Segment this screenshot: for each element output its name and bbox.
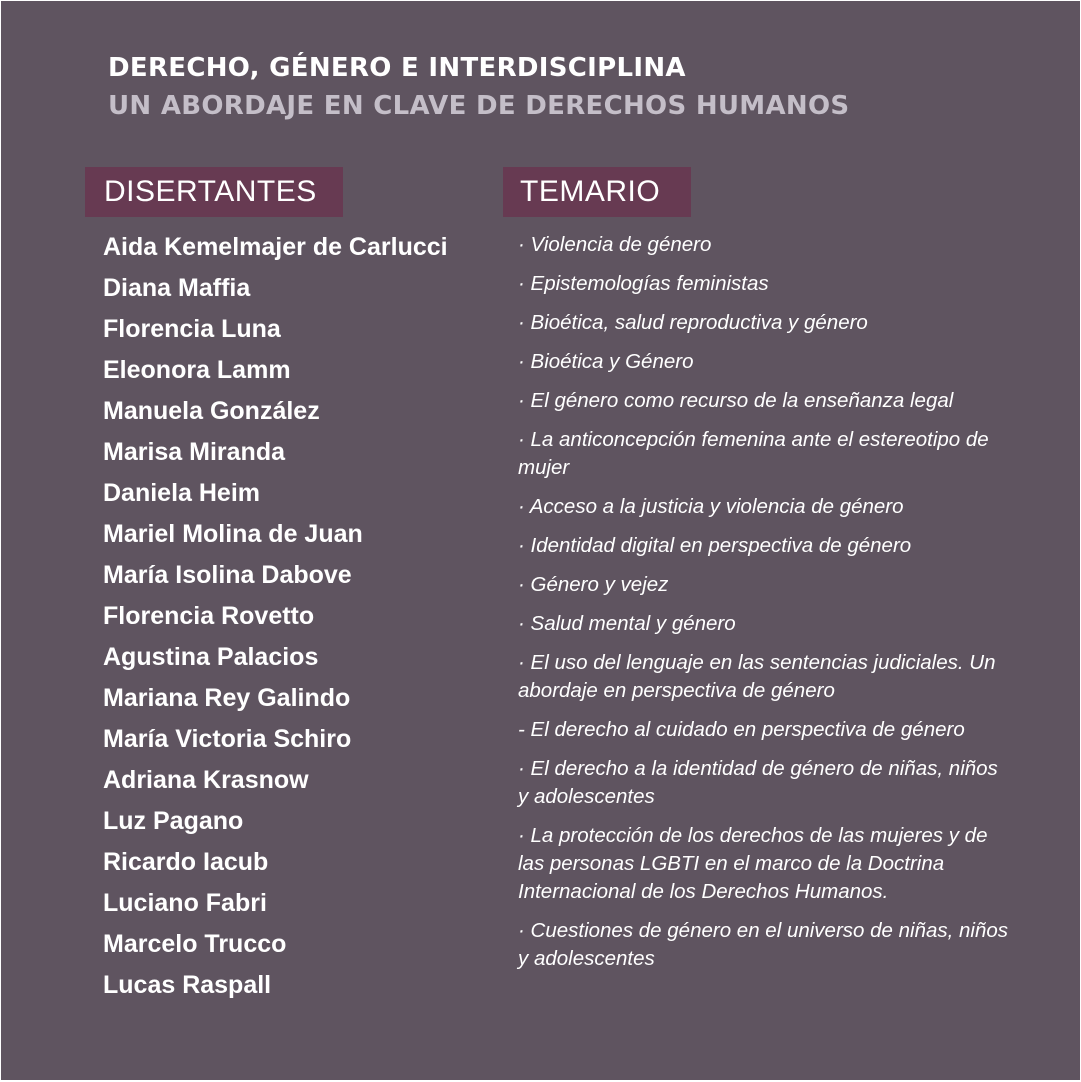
speaker-name: Mariel Molina de Juan: [103, 520, 363, 548]
topic-item: - El derecho al cuidado en perspectiva de género: [518, 718, 965, 741]
speaker-name: María Victoria Schiro: [103, 725, 352, 753]
speaker-name: Marcelo Trucco: [103, 930, 287, 958]
topic-item: · La protección de los derechos de las mujeres y de las personas LGBTI en el marco de la Doctrina Internacional de los Derechos Humanos.: [518, 824, 988, 903]
topic-item: · El género como recurso de la enseñanza legal: [518, 389, 954, 412]
topic-item: · El uso del lenguaje en las sentencias judiciales. Un abordaje en perspectiva de género: [518, 651, 996, 702]
speaker-name: Florencia Luna: [103, 315, 281, 343]
topic-item: · Epistemologías feministas: [518, 272, 769, 295]
speaker-name: Lucas Raspall: [103, 971, 272, 999]
topics-list: [518, 231, 1013, 984]
topic-item: · Salud mental y género: [518, 612, 736, 635]
speaker-name: Luz Pagano: [103, 807, 244, 835]
speaker-name: Luciano Fabri: [103, 889, 267, 917]
speakers-list: [103, 227, 448, 1006]
speaker-name: Florencia Rovetto: [103, 602, 315, 630]
speaker-name: Eleonora Lamm: [103, 356, 291, 384]
topic-item: · Bioética y Género: [518, 350, 694, 373]
flyer-page: [1, 1, 1080, 1080]
page-title: DERECHO, GÉNERO E INTERDISCIPLINA: [108, 53, 686, 83]
speaker-name: Mariana Rey Galindo: [103, 684, 351, 712]
speaker-name: Adriana Krasnow: [103, 766, 309, 794]
speaker-name: Agustina Palacios: [103, 643, 319, 671]
topic-item: · El derecho a la identidad de género de niñas, niños y adolescentes: [518, 757, 998, 808]
topic-item: · Acceso a la justicia y violencia de género: [518, 495, 904, 518]
topic-item: · Bioética, salud reproductiva y género: [518, 311, 868, 334]
page-subtitle: UN ABORDAJE EN CLAVE DE DERECHOS HUMANOS: [108, 91, 850, 121]
speaker-name: Manuela González: [103, 397, 320, 425]
speakers-section-label: DISERTANTES: [85, 167, 343, 217]
topic-item: · Violencia de género: [518, 233, 712, 256]
speaker-name: Aida Kemelmajer de Carlucci: [103, 233, 448, 261]
topics-section-label: TEMARIO: [503, 167, 691, 217]
topic-item: · La anticoncepción femenina ante el estereotipo de mujer: [518, 428, 989, 479]
speaker-name: Ricardo Iacub: [103, 848, 269, 876]
topic-item: · Género y vejez: [518, 573, 669, 596]
topic-item: · Cuestiones de género en el universo de niñas, niños y adolescentes: [518, 919, 1009, 970]
speaker-name: Diana Maffia: [103, 274, 251, 302]
speaker-name: Marisa Miranda: [103, 438, 286, 466]
speaker-name: Daniela Heim: [103, 479, 261, 507]
topic-item: · Identidad digital en perspectiva de género: [518, 534, 912, 557]
speaker-name: María Isolina Dabove: [103, 561, 352, 589]
